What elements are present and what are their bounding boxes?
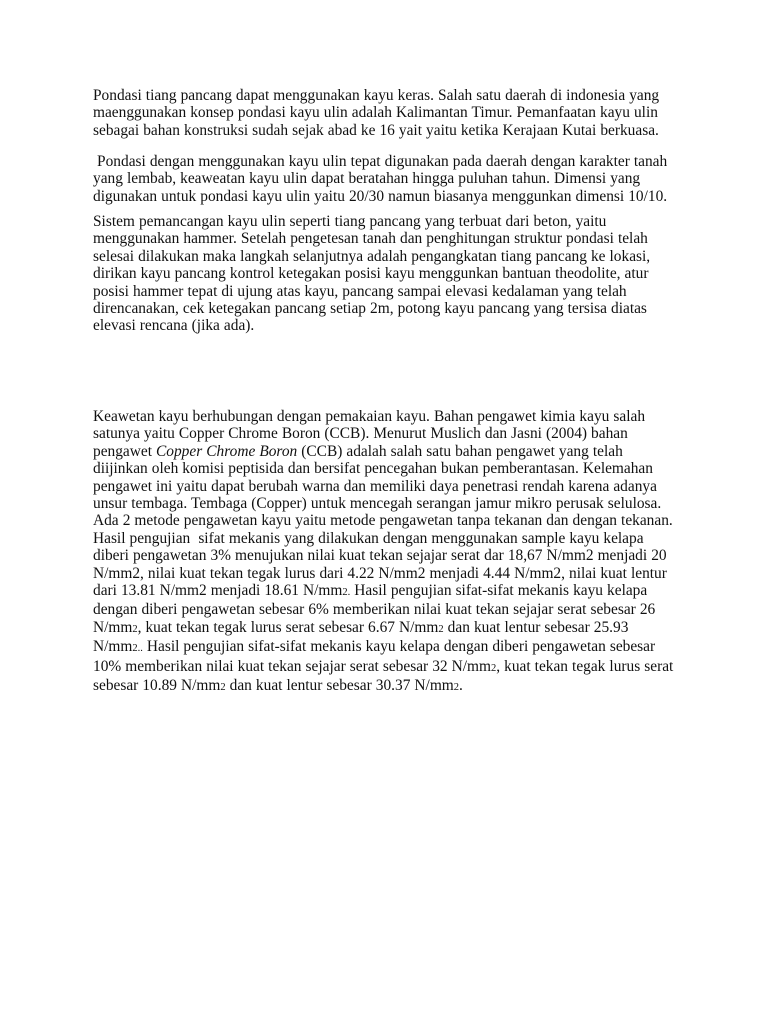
- text-line: Pondasi dengan menggunakan kayu ulin tepat digunakan pada daerah dengan karakter tanah: [93, 153, 668, 170]
- text-segment: sebesar 10.89 N/mm: [93, 677, 221, 695]
- small-unit-suffix: 2: [438, 623, 444, 635]
- small-unit-suffix: 2: [132, 623, 138, 635]
- text-line: menggunakan hammer. Setelah pengetesan tanah dan penghitungan struktur pondasi telah: [93, 230, 648, 248]
- text-line: digunakan untuk pondasi kayu ulin yaitu 20/30 namun biasanya menggunkan dimensi 10/10.: [93, 187, 668, 205]
- text-line: [93, 638, 695, 657]
- text-segment: pengawet: [93, 442, 157, 460]
- text-line: yang lembab, keaweatan kayu ulin dapat beratahan hingga puluhan tahun. Dimensi yang: [93, 170, 641, 188]
- text-line: Hasil pengujian sifat mekanis yang dilakukan dengan menggunakan sample kayu kelapa: [93, 529, 644, 547]
- text-segment: N/mm: [93, 618, 133, 636]
- italic-term: Copper Chrome Boron: [156, 442, 298, 460]
- text-line: selesai dilakukan maka langkah selanjutnya adalah pengangkatan tiang pancang ke lokasi,: [93, 247, 651, 265]
- paragraph-keawetan-kayu: [93, 408, 695, 697]
- small-unit-suffix: 2: [453, 682, 460, 694]
- text-line: posisi hammer tepat di ujung atas kayu, pancang sampai elevasi kedalaman yang telah: [93, 282, 627, 300]
- text-segment: (CCB) adalah salah satu bahan pengawet yang telah: [297, 442, 623, 460]
- text-line: [93, 582, 695, 601]
- text-segment: .: [459, 677, 463, 695]
- text-segment: 10% memberikan nilai kuat tekan sejajar serat sebesar 32 N/mm: [93, 657, 491, 675]
- text-line: sebagai bahan konstruksi sudah sejak abad ke 16 yait yaitu ketika Kerajaan Kutai berkuasa.: [93, 121, 659, 139]
- text-line: dengan diberi pengawetan sebesar 6% memberikan nilai kuat tekan sejajar serat sebesar 26: [93, 601, 656, 619]
- text-line: [93, 677, 695, 696]
- text-line: diberi pengawetan 3% menujukan nilai kuat tekan sejajar serat dar 18,67 N/mm2 menjadi 20: [93, 547, 667, 565]
- small-unit-suffix: 2: [220, 682, 226, 694]
- text-line: dirikan kayu pancang kontrol ketegakan posisi kayu menggunkan bantuan theodolite, atur: [93, 265, 649, 283]
- text-line: pengawet ini yaitu dapat berubah warna dan memiliki daya penetrasi rendah karena adanya: [93, 477, 657, 495]
- text-segment: , kuat tekan tegak lurus serat: [496, 657, 674, 675]
- text-segment: dan kuat lentur sebesar 25.93: [443, 618, 629, 636]
- text-segment: N/mm: [93, 638, 133, 656]
- paragraph-sistem-pemancangan: [93, 213, 663, 335]
- paragraph-pondasi-tiang-pancang: [93, 87, 683, 139]
- text-segment: , kuat tekan tegak lurus serat sebesar 6.67 N/mm: [137, 618, 439, 636]
- text-line: Ada 2 metode pengawetan kayu yaitu metode pengawetan tanpa tekanan dan dengan tekanan.: [93, 512, 673, 530]
- text-line: elevasi rencana (jika ada).: [93, 317, 255, 335]
- text-line: satunya yaitu Copper Chrome Boron (CCB). Menurut Muslich dan Jasni (2004) bahan: [93, 425, 628, 443]
- small-unit-suffix: 2: [490, 662, 497, 674]
- text-line: Pondasi tiang pancang dapat menggunakan kayu keras. Salah satu daerah di indonesia yang: [93, 87, 660, 104]
- text-segment: Hasil pengujian sifat-sifat mekanis kayu kelapa dengan diberi pengawetan sebesar: [142, 638, 656, 656]
- text-segment: Hasil pengujian sifat-sifat mekanis kayu kelapa: [350, 582, 648, 600]
- text-line: [93, 443, 695, 460]
- small-unit-suffix: 2..: [132, 643, 143, 655]
- text-line: maenggunakan konsep pondasi kayu ulin adalah Kalimantan Timur. Pemanfaatan kayu ulin: [93, 104, 658, 122]
- text-segment: dari 13.81 N/mm2 menjadi 18.61 N/mm: [93, 582, 343, 600]
- text-segment: dan kuat lentur sebesar 30.37 N/mm: [225, 677, 454, 695]
- text-line: N/mm2, nilai kuat tekan tegak lurus dari 4.22 N/mm2 menjadi 4.44 N/mm2, nilai kuat lentur: [93, 564, 667, 582]
- text-line: [93, 619, 695, 638]
- text-line: Keawetan kayu berhubungan dengan pemakaian kayu. Bahan pengawet kimia kayu salah: [93, 408, 646, 425]
- text-line: unsur tembaga. Tembaga (Copper) untuk mencegah serangan jamur mikro perusak selulosa.: [93, 495, 662, 513]
- text-line: direncanakan, cek ketegakan pancang setiap 2m, potong kayu pancang yang tersisa diatas: [93, 300, 647, 318]
- text-line: diijinkan oleh komisi peptisida dan bersifat pencegahan bukan pemberantasan. Kelemahan: [93, 460, 653, 478]
- small-unit-suffix: 2.: [342, 587, 351, 599]
- text-line: Sistem pemancangan kayu ulin seperti tiang pancang yang terbuat dari beton, yaitu: [93, 213, 607, 230]
- text-line: [93, 658, 695, 677]
- paragraph-pondasi-kayu-ulin: [93, 153, 683, 205]
